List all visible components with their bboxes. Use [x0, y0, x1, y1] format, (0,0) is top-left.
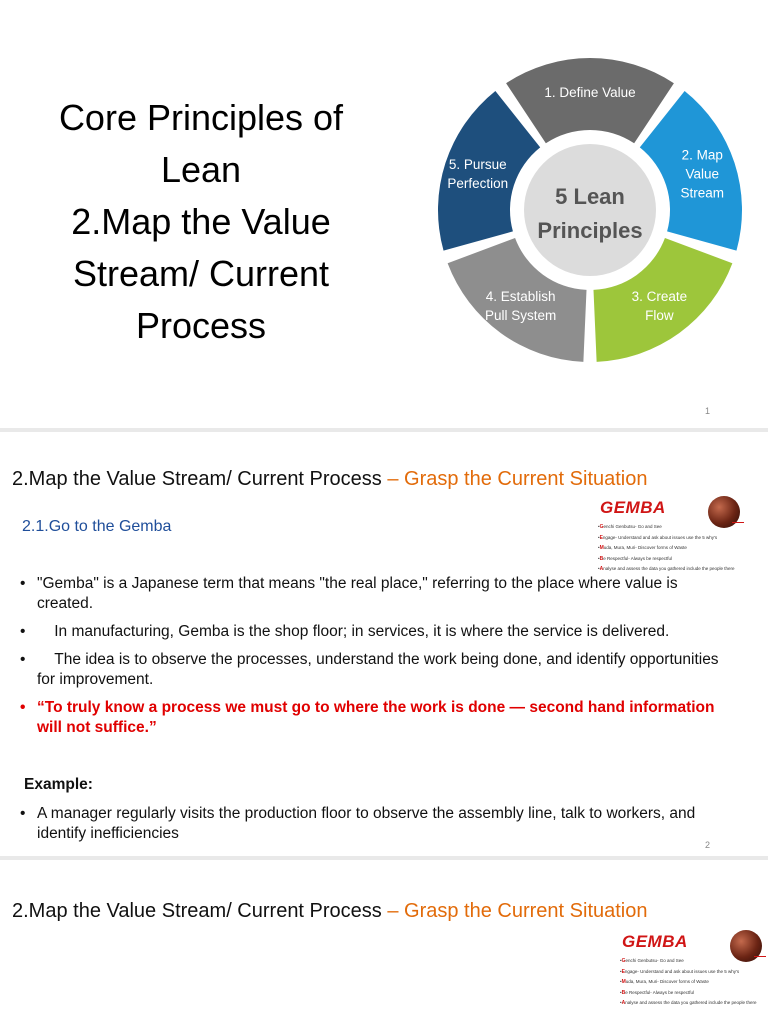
title-main: 2.Map the Value Stream/ Current Process: [12, 900, 382, 922]
title-accent: – Grasp the Current Situation: [381, 900, 648, 922]
gemba-logo-title: GEMBA: [600, 498, 666, 517]
slide-1-title: [20, 92, 382, 352]
subheading: 2.1.Go to the Gemba: [22, 518, 172, 535]
gemba-item: •Muda, Mura, Muri- Discover forms of Waste: [620, 979, 709, 985]
page-number: 1: [704, 406, 710, 416]
lean-principles-wheel: [420, 40, 760, 380]
gemba-list: [620, 956, 757, 1009]
bullet-item: • The idea is to observe the processes, understand the work being done, and identify opportunities for improvement.: [20, 650, 720, 690]
gemba-item: •Be Respectful- Always be respectful: [598, 555, 672, 562]
title-line: Stream/ Current: [72, 253, 330, 294]
bullet-item: • In manufacturing, Gemba is the shop floor; in services, it is where the service is delivered.: [20, 622, 720, 642]
wheel-center-label: 5 Lean Principles: [537, 184, 643, 243]
gemba-item: •Engage- Understand and ask about issues use the 5 why's: [620, 968, 740, 975]
slide-3-title: [12, 900, 648, 923]
title-line: Core Principles of: [58, 97, 344, 138]
gemba-item: •Be Respectful- Always be respectful: [620, 989, 694, 996]
gemba-item: •Genchi Genbutsu- Go and See: [620, 958, 684, 964]
slide-2: [0, 432, 768, 856]
example-list: [20, 804, 720, 852]
example-label: Example:: [24, 776, 93, 793]
wheel-segment-label: 4. Establish Pull System: [485, 288, 557, 323]
slide-1: [0, 0, 768, 428]
bullet-item: • A manager regularly visits the production floor to observe the assembly line, talk to workers, and identify inefficiencies: [20, 804, 720, 844]
quote-bullet: • “To truly know a process we must go to where the work is done — second hand information will not suffice.”: [20, 698, 720, 738]
gemba-logo: [592, 496, 752, 578]
wheel-segment: [506, 58, 674, 143]
slide-2-title: [12, 468, 648, 491]
bullet-item: • "Gemba" is a Japanese term that means "the real place," referring to the place where value is created.: [20, 574, 720, 614]
title-accent: – Grasp the Current Situation: [381, 468, 648, 490]
slide-3: [0, 860, 768, 1024]
wheel-segment-label: 5. Pursue Perfection: [447, 157, 509, 192]
gemba-item: •Analyse and assess the data you gathered include the people there: [620, 1000, 757, 1006]
wheel-center: [524, 144, 656, 276]
title-line: 2.Map the Value: [71, 201, 331, 242]
gemba-logo: [614, 930, 768, 1012]
wheel-segment-label: 2. Map Value Stream: [680, 147, 724, 201]
page-number: 2: [704, 840, 710, 850]
gemba-logo-title: GEMBA: [622, 932, 688, 951]
wheel-segment-label: 1. Define Value: [544, 85, 636, 100]
gemba-item: •Analyse and assess the data you gathered include the people there: [598, 566, 735, 572]
gemba-item: •Engage- Understand and ask about issues use the 5 why's: [598, 534, 718, 541]
gemba-list: [598, 522, 735, 575]
gemba-item: •Genchi Genbutsu- Go and See: [598, 524, 662, 530]
title-line: Lean: [160, 149, 242, 190]
wheel-segment-label: 3. Create Flow: [631, 288, 688, 323]
gemba-item: •Muda, Mura, Muri- Discover forms of Waste: [598, 545, 687, 551]
title-line: Process: [135, 305, 267, 346]
bullet-list: [20, 574, 720, 746]
title-main: 2.Map the Value Stream/ Current Process: [12, 468, 382, 490]
